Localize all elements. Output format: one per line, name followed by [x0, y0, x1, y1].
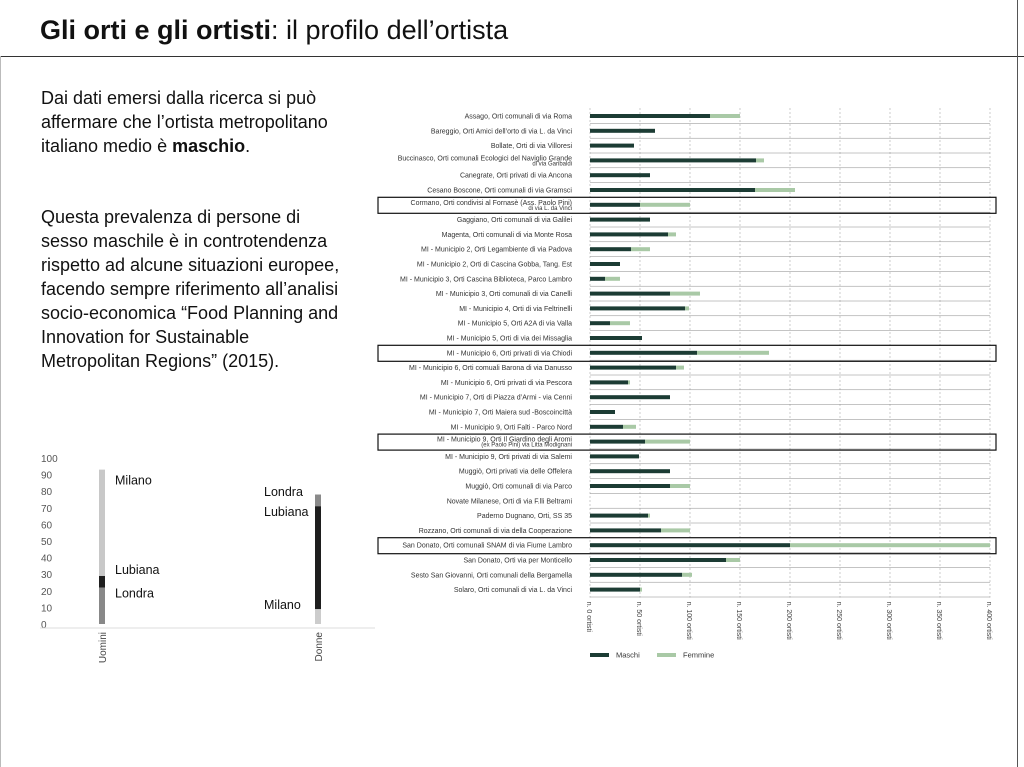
bar-maschi: [590, 573, 682, 577]
title-bar: [0, 0, 1024, 57]
row-label: MI - Municipio 7, Orti di Piazza d’Armi - via Cenni: [419, 394, 572, 402]
bar-maschi: [590, 366, 676, 370]
category-label-donne: Donne: [314, 632, 325, 662]
bar-femmine: [628, 380, 630, 384]
bar-maschi: [590, 188, 755, 192]
bar-femmine: [623, 425, 636, 429]
row-label: MI - Municipio 9, Orti Falti - Parco Nord: [450, 424, 572, 432]
row-label: MI - Municipio 9, Orti Il Giardino degli Aromi: [437, 436, 572, 444]
row-label: Novate Milanese, Orti di via F.lli Beltrami: [446, 498, 572, 506]
row-label: Rozzano, Orti comunali di via della Cooperazione: [418, 527, 572, 535]
x-tick-label: n. 350 ortisti: [935, 601, 942, 640]
segment-label-donne-londra: Londra: [264, 485, 303, 500]
bar-maschi: [590, 469, 670, 473]
bar-femmine: [661, 528, 690, 532]
intro-paragraph: [41, 86, 351, 158]
row-label: Buccinasco, Orti comunali Ecologici del Naviglio Grande: [397, 155, 572, 163]
bar-maschi: [590, 173, 650, 177]
bar-femmine: [631, 247, 650, 251]
row-label: Gaggiano, Orti comunali di via Galilei: [456, 217, 572, 225]
row-label: Sesto San Giovanni, Orti comunali della Bergamella: [410, 572, 572, 580]
row-label: Cesano Boscone, Orti comunali di via Gramsci: [427, 187, 572, 195]
bar-maschi: [590, 351, 697, 355]
slide-title: [40, 14, 508, 46]
bar-maschi: [590, 321, 610, 325]
row-label: San Donato, Orti via per Monticello: [463, 557, 572, 565]
bar-maschi: [590, 514, 648, 518]
y-tick-label: 0: [41, 620, 47, 631]
bar-femmine: [648, 514, 650, 518]
row-label: Canegrate, Orti privati di via Ancona: [459, 172, 572, 180]
bar-maschi: [590, 380, 628, 384]
intro-text: Dai dati emersi dalla ricerca si può affermare che l’ortista metropolitano italiano medio è: [41, 88, 328, 156]
title-rest: : il profilo dell’ortista: [271, 15, 509, 45]
legend-label-maschi: Maschi: [616, 650, 640, 660]
left-border: [0, 56, 1, 767]
x-tick-label: n. 200 ortisti: [785, 601, 792, 640]
segment-label-donne-lubiana: Lubiana: [264, 505, 309, 520]
row-label-line2: di via Garibaldi: [532, 161, 572, 168]
x-tick-label: n. 100 ortisti: [685, 601, 692, 640]
bar-femmine: [640, 588, 642, 592]
row-label: Cormano, Orti condivisi al Fornasè (Ass. Paolo Pini): [410, 199, 572, 207]
bar-maschi: [590, 203, 640, 207]
row-label: MI - Municipio 4, Orti di via Feltrinelli: [459, 305, 572, 313]
row-label: Bollate, Orti di via Villoresi: [490, 143, 572, 151]
segment-label-uomini-milano: Milano: [115, 473, 152, 488]
row-label: MI - Municipio 3, Orti comunali di via Canelli: [435, 291, 572, 299]
bar-femmine: [668, 232, 676, 236]
row-label: MI - Municipio 5, Orti A2A di via Valla: [457, 320, 572, 328]
bar-femmine: [697, 351, 769, 355]
bar-femmine: [682, 573, 692, 577]
comparison-paragraph: Questa prevalenza di persone di sesso maschile è in controtendenza rispetto ad alcune situazioni europee, facendo sempre riferimento all’analisi socio-economica “Food Planning and Innovation for Sustainable Metropolitan Regions” (2015).: [41, 207, 340, 371]
bar-femmine: [676, 366, 684, 370]
row-label: MI - Municipio 7, Orti Maiera sud -Boscoincittà: [428, 409, 572, 417]
bar-maschi: [590, 484, 670, 488]
row-label: MI - Municipio 5, Orti di via dei Missaglia: [446, 335, 572, 343]
row-label-line2: (ex Paolo Pini) via Litta Modignani: [481, 442, 572, 449]
bar-maschi: [590, 232, 668, 236]
segment-label-donne-milano: Milano: [264, 598, 301, 613]
gender-comparison-chart: [30, 450, 380, 672]
x-tick-label: n. 400 ortisti: [985, 601, 992, 640]
bar-femmine: [710, 114, 740, 118]
bar-maschi: [590, 114, 710, 118]
row-label: San Donato, Orti comunali SNAM di via Fiume Lambro: [402, 542, 572, 550]
row-label: Muggiò, Orti privati via delle Offelera: [458, 468, 572, 476]
y-tick-label: 10: [41, 603, 53, 615]
bar-maschi: [590, 410, 615, 414]
row-label: Muggiò, Orti comunali di via Parco: [465, 483, 572, 491]
legend-label-femmine: Femmine: [683, 650, 715, 660]
x-tick-label: n. 150 ortisti: [735, 601, 742, 640]
row-label: MI - Municipio 6, Orti privati di via Chiodi: [446, 350, 572, 358]
category-label-uomini: Uomini: [98, 632, 109, 664]
segment-label-uomini-londra: Londra: [115, 586, 154, 601]
bar-maschi: [590, 218, 650, 222]
row-label: MI - Municipio 3, Orti Cascina Biblioteca, Parco Lambro: [400, 276, 572, 284]
bar-femmine: [685, 306, 689, 310]
row-label: MI - Municipio 2, Orti di Cascina Gobba, Tang. Est: [416, 261, 572, 269]
x-tick-label: n. 300 ortisti: [885, 601, 892, 640]
bar-maschi: [590, 292, 670, 296]
bar-femmine: [726, 558, 740, 562]
stack-segment-uomini-milano: [99, 470, 105, 576]
y-tick-label: 90: [41, 470, 53, 482]
row-label: MI - Municipio 2, Orti Legambiente di via Padova: [421, 246, 572, 254]
bar-maschi: [590, 425, 623, 429]
segment-label-uomini-lubiana: Lubiana: [115, 563, 160, 578]
bar-femmine: [790, 543, 990, 547]
x-tick-label: n. 250 ortisti: [835, 601, 842, 640]
bar-maschi: [590, 558, 726, 562]
title-bold: Gli orti e gli ortisti: [40, 15, 272, 45]
bar-maschi: [590, 336, 642, 340]
bar-femmine: [756, 158, 764, 162]
x-tick-label: n. 0 ortisti: [585, 601, 592, 632]
row-label: Assago, Orti comunali di via Roma: [464, 113, 572, 121]
y-tick-label: 30: [41, 570, 53, 582]
row-label: MI - Municipio 6, Orti privati di via Pescora: [440, 379, 572, 387]
stack-segment-donne-milano: [315, 609, 321, 624]
y-tick-label: 60: [41, 520, 53, 532]
bar-maschi: [590, 262, 620, 266]
bar-maschi: [590, 129, 655, 133]
row-label-line2: di via L. da Vinci: [528, 205, 572, 212]
bar-maschi: [590, 144, 634, 148]
bar-femmine: [640, 203, 690, 207]
bar-maschi: [590, 440, 645, 444]
bar-maschi: [590, 395, 670, 399]
bar-maschi: [590, 528, 661, 532]
row-label: Magenta, Orti comunali di via Monte Rosa: [441, 231, 572, 239]
legend-swatch-femmine: [657, 653, 676, 657]
stack-segment-donne-londra: [315, 495, 321, 507]
y-tick-label: 40: [41, 553, 53, 565]
bar-femmine: [670, 292, 700, 296]
intro-end: .: [245, 136, 251, 156]
bar-maschi: [590, 588, 640, 592]
stack-segment-donne-lubiana: [315, 506, 321, 609]
legend-swatch-maschi: [590, 653, 609, 657]
y-tick-label: 50: [41, 537, 53, 548]
row-label: MI - Municipio 9, Orti privati di via Salemi: [445, 453, 572, 461]
bar-maschi: [590, 454, 639, 458]
row-label: Paderno Dugnano, Orti, SS 35: [477, 513, 572, 521]
row-label: MI - Municipio 6, Orti comuali Barona di via Danusso: [408, 365, 572, 373]
bar-femmine: [605, 277, 620, 281]
row-label: Bareggio, Orti Amici dell’orto di via L. da Vinci: [430, 128, 572, 136]
y-tick-label: 20: [41, 586, 53, 598]
y-tick-label: 100: [41, 454, 58, 465]
y-tick-label: 70: [41, 503, 53, 515]
y-tick-label: 80: [41, 487, 53, 499]
right-border: [1017, 0, 1018, 767]
bar-femmine: [670, 484, 690, 488]
stack-segment-uomini-lubiana: [99, 576, 105, 588]
bar-femmine: [755, 188, 795, 192]
ortisti-by-garden-chart: [376, 104, 1012, 670]
intro-bold: maschio: [172, 136, 246, 156]
row-label: Solaro, Orti comunali di via L. da Vinci: [453, 587, 572, 595]
bar-femmine: [610, 321, 630, 325]
stack-segment-uomini-londra: [99, 587, 105, 624]
bar-maschi: [590, 306, 685, 310]
bar-maschi: [590, 543, 790, 547]
bar-maschi: [590, 158, 756, 162]
bar-femmine: [645, 440, 690, 444]
x-tick-label: n. 50 ortisti: [635, 601, 642, 636]
bar-maschi: [590, 247, 631, 251]
bar-maschi: [590, 277, 605, 281]
